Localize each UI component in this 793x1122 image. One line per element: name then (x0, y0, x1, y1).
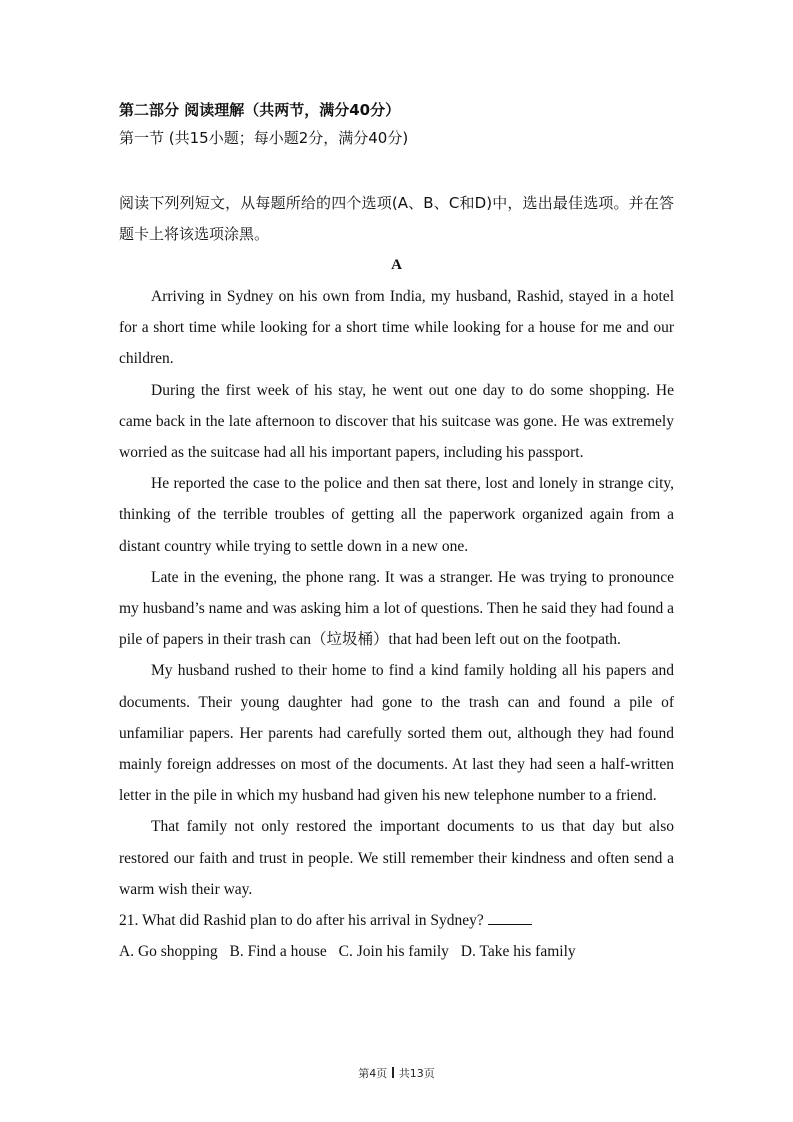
option-a: A. Go shopping (119, 943, 218, 961)
passage-paragraph: During the first week of his stay, he went out one day to do some shopping. He came back in the late afternoon to discover that his suitcase was gone. He was extremely worried as the suitcase had all his important papers, including his passport. (119, 381, 674, 462)
passage-paragraph: That family not only restored the important documents to us that day but also restored our faith and trust in people. We still remember their kindness and often send a warm wish their way. (119, 818, 674, 898)
question-stem: 21. What did Rashid plan to do after his arrival in Sydney? (119, 912, 484, 930)
page-number: 第4页 (358, 1067, 388, 1080)
passage-paragraph: My husband rushed to their home to find a kind family holding all his papers and documents. Their young daughter had gone to the trash can and found a pile of unfamiliar papers. Her parents had carefully sorted them out, although they had found mainly foreign addresses on most of the documents. At last they had seen a half-written letter in the pile in which my husband had given his new telephone number to a friend. (119, 662, 674, 805)
option-b: B. Find a house (229, 943, 327, 961)
passage-paragraph: Late in the evening, the phone rang. It was a stranger. He was trying to pronounce my husband’s name and was asking him a lot of questions. Then he said they had found a pile of papers in their trash can（垃圾桶）that had been left out on the footpath. (119, 568, 674, 649)
question-21 (119, 905, 674, 936)
page-content (119, 98, 674, 967)
passage-letter: A (391, 257, 402, 273)
section-title: 第二部分 阅读理解（共两节，满分40分） (119, 101, 401, 119)
footer-divider (392, 1067, 394, 1078)
option-c: C. Join his family (338, 943, 449, 961)
subsection-title: 第一节 (共15小题；每小题2分，满分40分) (119, 129, 409, 147)
passage-paragraph: Arriving in Sydney on his own from India, my husband, Rashid, stayed in a hotel for a short time while looking for a short time while looking for a house for me and our children. (119, 288, 674, 368)
answer-options (119, 936, 674, 967)
page-total: 共13页 (398, 1067, 435, 1080)
option-d: D. Take his family (460, 943, 576, 961)
instructions: 阅读下列列短文，从每题所给的四个选项(A、B、C和D)中，选出最佳选项。并在答题卡上将该选项涂黑。 (119, 194, 674, 243)
passage-paragraph: He reported the case to the police and then sat there, lost and lonely in strange city, thinking of the terrible troubles of getting all the paperwork organized again from a distant country while trying to settle down in a new one. (119, 475, 674, 555)
page-footer (0, 1066, 793, 1082)
answer-blank (488, 910, 532, 925)
